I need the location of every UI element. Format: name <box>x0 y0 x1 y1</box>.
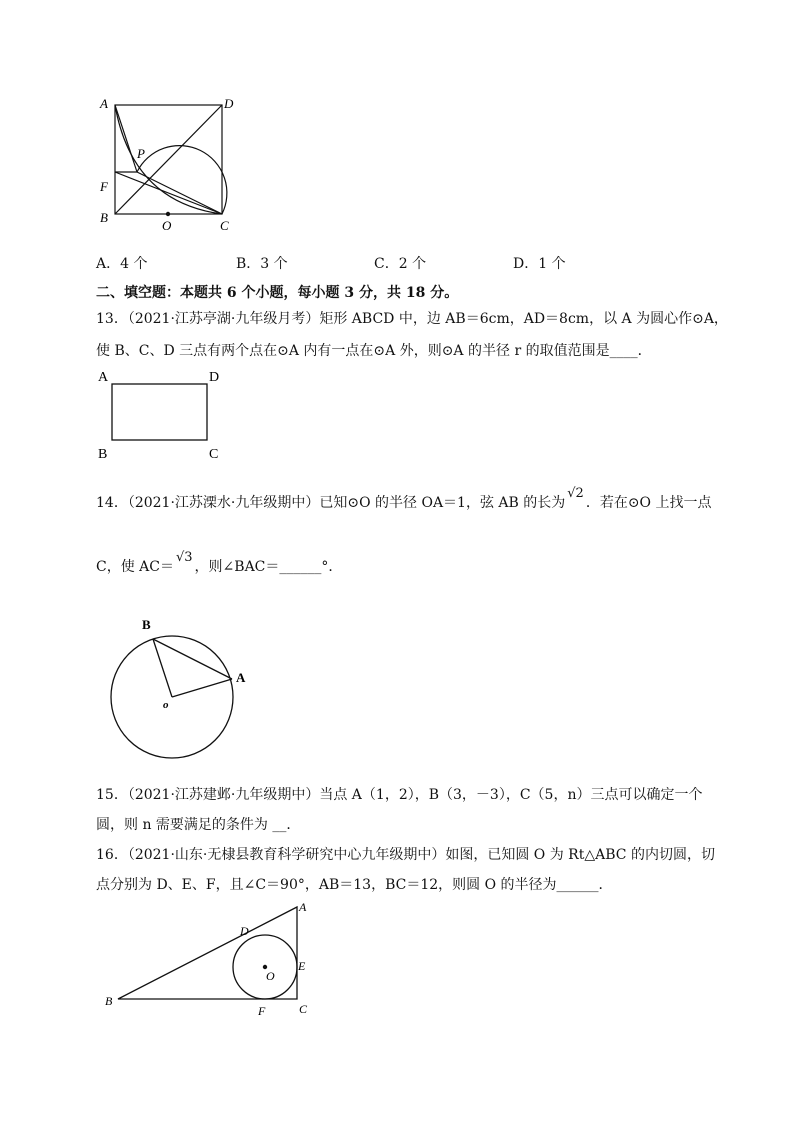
q14-line1 <box>96 486 712 514</box>
q14-sqrt2: √2 <box>567 486 584 501</box>
label-a: A <box>236 670 246 685</box>
q14-source: （2021·江苏溧水·九年级期中） <box>127 495 320 511</box>
label-d: D <box>224 96 234 111</box>
q15-source: （2021·江苏建邺·九年级期中） <box>127 787 320 803</box>
label-o: O <box>266 969 275 983</box>
label-e: E <box>298 959 306 973</box>
label-a: A <box>98 370 109 385</box>
label-b: B <box>105 994 113 1008</box>
q15-line1 <box>96 785 702 805</box>
segment-oa <box>172 679 232 697</box>
section-heading: 二、填空题：本题共 6 个小题，每小题 3 分，共 18 分。 <box>96 285 459 301</box>
label-o: o <box>163 699 169 711</box>
label-o: O <box>162 218 172 233</box>
semicircle-arc <box>137 146 227 214</box>
label-b: B <box>98 447 108 461</box>
label-c: C <box>299 1002 308 1016</box>
q14-text1b: ．若在⊙O 上找一点 <box>585 495 712 511</box>
q14-sqrt3: √3 <box>175 550 193 565</box>
triangle-abc <box>118 907 297 999</box>
point-o <box>166 212 170 216</box>
option-b: B．3 个 <box>236 256 288 272</box>
segment-ap <box>115 105 137 172</box>
figure-rectangle <box>95 366 235 461</box>
q16-number: 16． <box>96 847 128 863</box>
q15-line2: 圆，则 n 需要满足的条件为 __． <box>96 817 301 833</box>
label-c: C <box>209 447 219 461</box>
q16-source: （2021·山东·无棣县教育科学研究中心九年级期中） <box>127 847 446 863</box>
q14-number: 14． <box>96 495 128 511</box>
q16-line2: 点分别为 D、E、F，且∠C＝90°，AB＝13，BC＝12，则圆 O 的半径为______． <box>96 877 613 893</box>
rectangle-outline <box>112 384 207 440</box>
q13-line1 <box>96 309 728 329</box>
figure-right-triangle <box>100 897 320 1022</box>
label-b: B <box>142 617 151 632</box>
q13-source: （2021·江苏亭湖·九年级月考） <box>127 311 320 327</box>
option-c: C．2 个 <box>374 256 427 272</box>
q14-text2a: C，使 AC＝ <box>96 559 174 575</box>
q16-text1: 如图，已知圆 O 为 Rt△ABC 的内切圆，切 <box>445 847 715 863</box>
option-a: A．4 个 <box>96 256 148 272</box>
q13-text1: 矩形 ABCD 中，边 AB＝6cm，AD＝8cm，以 A 为圆心作⊙A， <box>319 311 728 327</box>
q14-text1a: 已知⊙O 的半径 OA＝1，弦 AB 的长为 <box>319 495 566 511</box>
label-c: C <box>220 218 229 233</box>
label-a: A <box>100 96 108 111</box>
q15-text1: 当点 A（1，2），B（3，－3），C（5，n）三点可以确定一个 <box>319 787 703 803</box>
q13-number: 13． <box>96 311 128 327</box>
q16-line1 <box>96 845 715 865</box>
label-p: P <box>137 146 145 161</box>
q15-number: 15． <box>96 787 128 803</box>
label-f: F <box>100 179 108 194</box>
q13-line2: 使 B、C、D 三点有两个点在⊙A 内有一点在⊙A 外，则⊙A 的半径 r 的取值范围是____． <box>96 343 652 359</box>
q14-text2b: ，则∠BAC＝______°． <box>194 559 343 575</box>
option-d: D．1 个 <box>513 256 566 272</box>
label-d: D <box>240 924 249 938</box>
segment-pc <box>137 172 222 214</box>
diagonal-bd <box>115 105 222 214</box>
label-a: A <box>299 900 307 914</box>
label-f: F <box>258 1004 266 1018</box>
q14-line2 <box>96 550 343 578</box>
label-b: B <box>100 210 108 225</box>
figure-square-abcd <box>90 92 250 237</box>
figure-circle-oab <box>105 612 270 762</box>
segment-fc <box>115 172 222 214</box>
label-d: D <box>209 370 220 385</box>
